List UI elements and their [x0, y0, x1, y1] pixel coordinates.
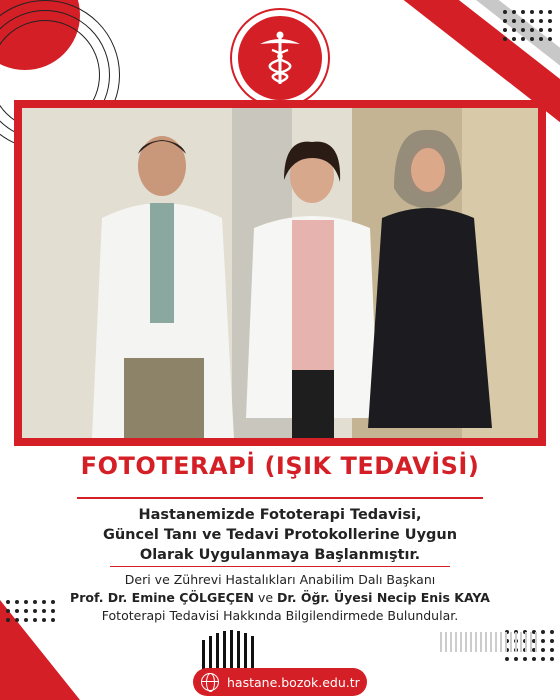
person-name: Prof. Dr. Emine ÇÖLGEÇEN: [70, 590, 254, 605]
photo-frame: [14, 100, 546, 446]
globe-icon: [201, 673, 219, 691]
website-link[interactable]: [193, 668, 367, 696]
decor-gray-bars: [440, 632, 540, 652]
decor-dots: [503, 10, 552, 41]
decor-dots: [6, 600, 55, 622]
description-line: Fototerapi Tedavisi Hakkında Bilgilendirmede Bulundular.: [101, 608, 459, 623]
title-underline: [77, 497, 483, 499]
subtitle-line: Hastanemizde Fototerapi Tedavisi,: [138, 507, 422, 523]
decor-half-circle-stripes: [200, 630, 260, 670]
headline-subtitle: [0, 505, 560, 565]
person-name: Dr. Öğr. Üyesi Necip Enis KAYA: [277, 590, 490, 605]
team-photo: [22, 108, 538, 438]
names-line: [0, 589, 560, 607]
headline-title: FOTOTERAPİ (IŞIK TEDAVİSİ): [80, 452, 480, 480]
subtitle-line: Olarak Uygulanmaya Başlanmıştır.: [139, 547, 421, 563]
connector-text: ve: [257, 590, 274, 605]
hospital-logo: [230, 8, 330, 108]
subtitle-line: Güncel Tanı ve Tedavi Protokollerine Uygun: [102, 527, 458, 543]
department-line: Deri ve Zührevi Hastalıkları Anabilim Dalı Başkanı: [124, 572, 436, 587]
separator-line: [110, 566, 450, 567]
team-photo-illustration: [22, 108, 538, 438]
info-block: [0, 571, 560, 625]
website-url: hastane.bozok.edu.tr: [227, 674, 360, 690]
caduceus-icon: [256, 30, 304, 86]
